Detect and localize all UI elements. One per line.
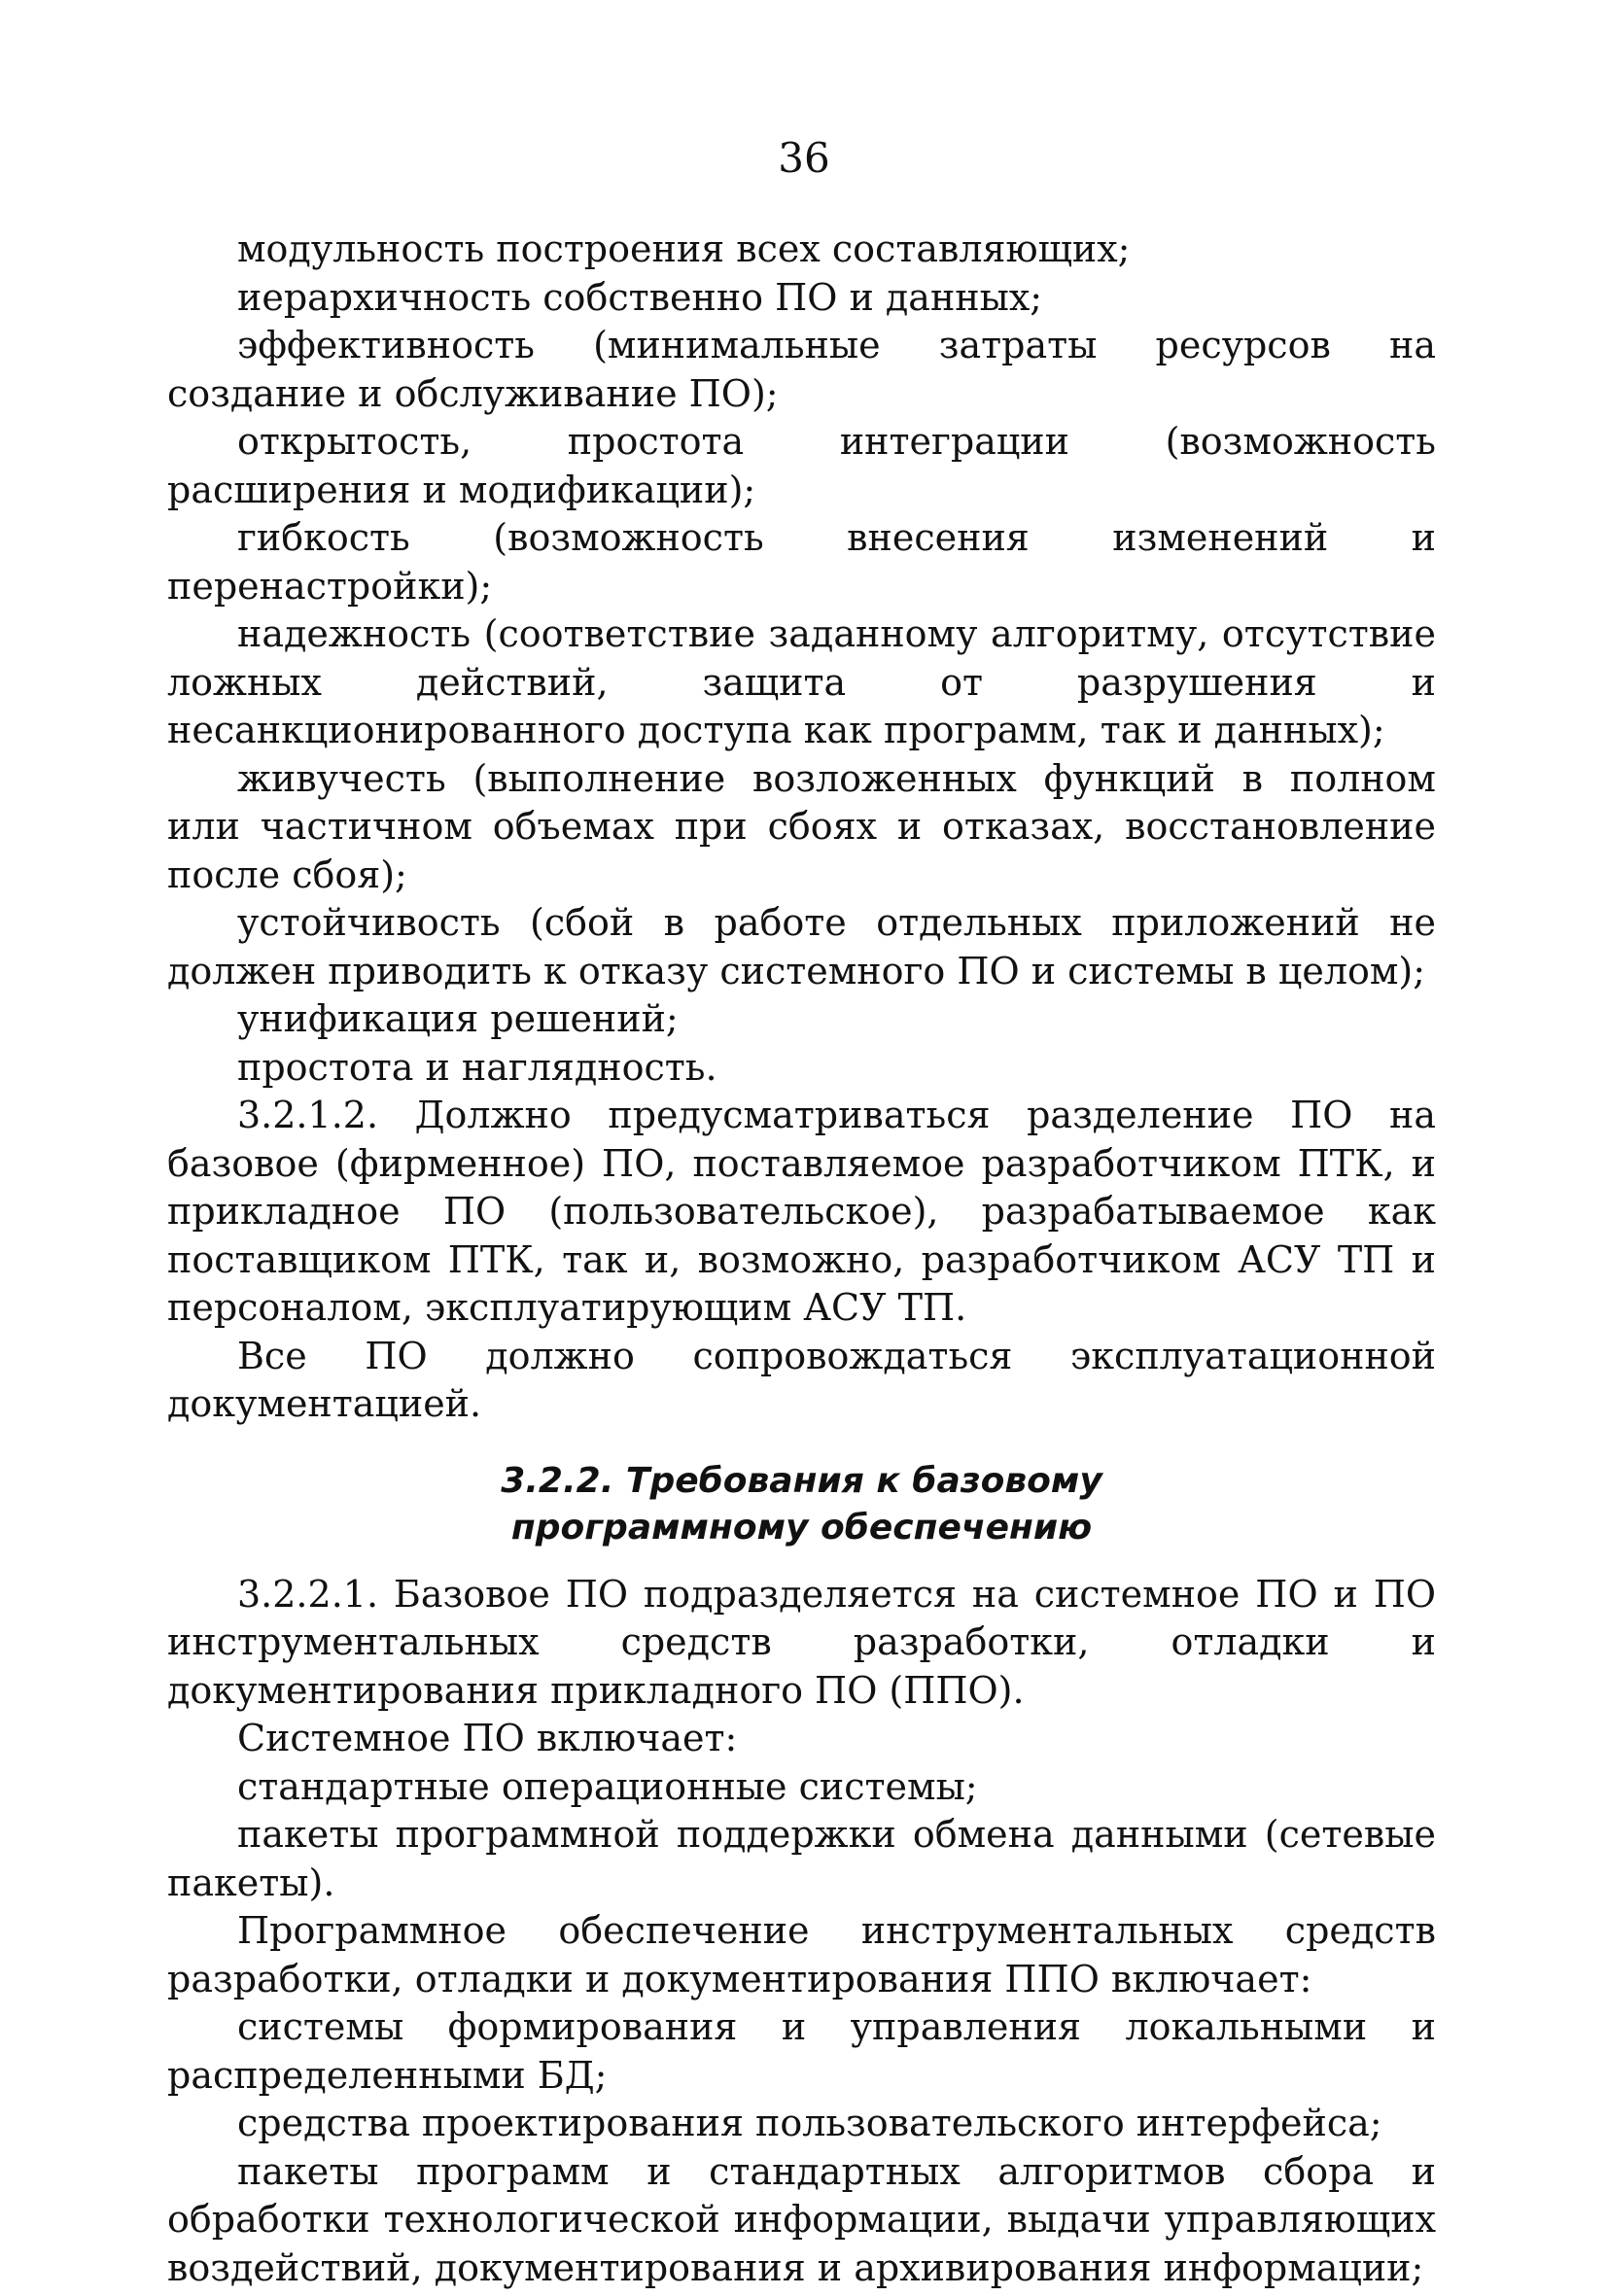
paragraph: системы формирования и управления локальными и распределенными БД;	[167, 2005, 1436, 2097]
paragraph: иерархичность собственно ПО и данных;	[237, 275, 1043, 319]
paragraph: унификация решений;	[237, 997, 679, 1040]
paragraph: открытость, простота интеграции (возможность расширения и модификации);	[167, 420, 1436, 511]
section-heading-line: 3.2.2. Требования к базовому	[501, 1460, 1102, 1501]
paragraph: 3.2.2.1. Базовое ПО подразделяется на системное ПО и ПО инструментальных средств разработки, отладки и документирования прикладного ПО (ППО).	[167, 1572, 1436, 1712]
paragraph: стандартные операционные системы;	[237, 1764, 978, 1808]
paragraph: средства проектирования пользовательского интерфейса;	[237, 2102, 1382, 2144]
paragraph: простота и наглядность.	[237, 1045, 717, 1089]
paragraph: эффективность (минимальные затраты ресурсов на создание и обслуживание ПО);	[167, 324, 1436, 415]
section-heading-line: программному обеспечению	[510, 1507, 1093, 1548]
paragraph: пакеты программ и стандартных алгоритмов сбора и обработки технологической информации, выдачи управляющих воздействий, документирования и архивирования информации;	[167, 2149, 1436, 2289]
paragraph: Все ПО должно сопровождаться эксплуатационной документацией.	[167, 1334, 1436, 1425]
paragraph: гибкость (возможность внесения изменений и перенастройки);	[167, 516, 1436, 608]
paragraph: модульность построения всех составляющих;	[237, 227, 1131, 270]
paragraph: 3.2.1.2. Должно предусматриваться разделение ПО на базовое (фирменное) ПО, поставляемое разработчиком ПТК, и прикладное ПО (пользовательское), разрабатываемое как поставщиком ПТК, так и, возможно, разработчиком АСУ ТП и персоналом, эксплуатирующим АСУ ТП.	[167, 1094, 1436, 1329]
paragraph: Программное обеспечение инструментальных средств разработки, отладки и документирования ППО включает:	[167, 1909, 1436, 2000]
page-number: 36	[778, 134, 830, 182]
paragraph: надежность (соответствие заданному алгоритму, отсутствие ложных действий, защита от разрушения и несанкционированного доступа как программ, так и данных);	[167, 612, 1436, 751]
paragraph: Системное ПО включает:	[237, 1717, 738, 1759]
paragraph: живучесть (выполнение возложенных функций в полном или частичном объемах при сбоях и отказах, восстановление после сбоя);	[167, 756, 1436, 896]
paragraph: устойчивость (сбой в работе отдельных приложений не должен приводить к отказу системного ПО и системы в целом);	[167, 901, 1436, 992]
section-heading	[167, 1458, 1436, 1551]
paragraph: пакеты программной поддержки обмена данными (сетевые пакеты).	[167, 1813, 1436, 1904]
body-text	[167, 226, 1436, 2292]
